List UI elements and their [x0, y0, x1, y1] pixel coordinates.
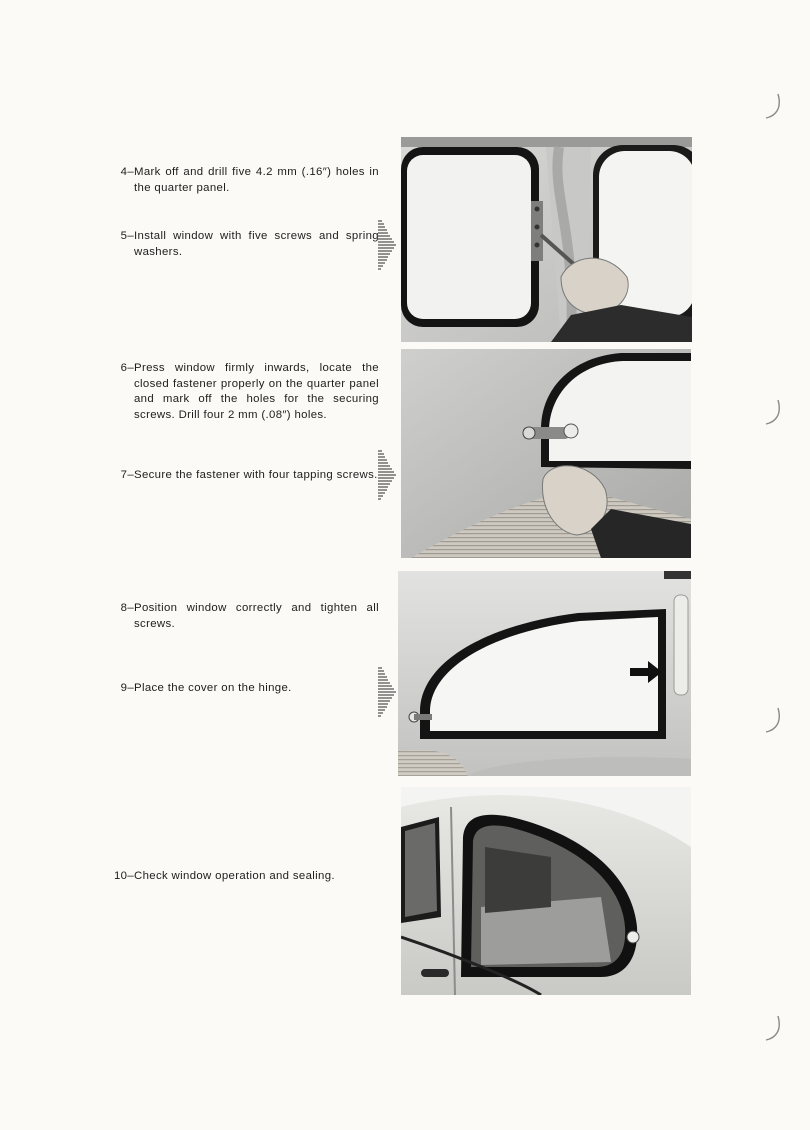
punch-hole-mark-icon — [762, 1014, 786, 1044]
pointer-arrow-icon — [378, 447, 398, 503]
step-text: Press window firmly inwards, locate the closed fastener properly on the quarter panel and mark off the holes for the securing screws. Drill four 2 mm (.08″) holes. — [134, 362, 379, 421]
pointer-arrow-icon — [378, 217, 398, 273]
punch-hole-mark-icon — [762, 706, 786, 736]
step-text: Mark off and drill five 4.2 mm (.16″) holes in the quarter panel. — [134, 166, 379, 194]
step-number: 8– — [120, 602, 134, 614]
step-8 — [120, 601, 379, 632]
step-number: 4– — [120, 166, 134, 178]
step-4 — [120, 165, 379, 196]
step-5 — [120, 229, 379, 260]
step-text: Check window operation and sealing. — [134, 870, 335, 882]
step-number: 9– — [120, 682, 134, 694]
step-number: 5– — [120, 230, 134, 242]
step-9 — [120, 681, 379, 697]
step-text: Position window correctly and tighten all screws. — [134, 602, 379, 630]
punch-hole-mark-icon — [762, 92, 786, 122]
step-number: 6– — [120, 362, 134, 374]
photo-secure-fastener — [401, 349, 691, 558]
step-text: Place the cover on the hinge. — [134, 682, 292, 694]
step-text: Install window with five screws and spring washers. — [134, 230, 379, 258]
photo-check-window — [401, 787, 691, 995]
photo-position-window — [398, 571, 691, 776]
punch-hole-mark-icon — [762, 398, 786, 428]
step-6 — [120, 361, 379, 423]
pointer-arrow-icon — [378, 664, 398, 720]
step-number: 10– — [113, 870, 134, 882]
photo-install-window — [401, 137, 692, 342]
step-number: 7– — [120, 469, 134, 481]
step-text: Secure the fastener with four tapping screws. — [134, 469, 378, 481]
step-10 — [113, 869, 379, 885]
step-7 — [120, 468, 384, 484]
